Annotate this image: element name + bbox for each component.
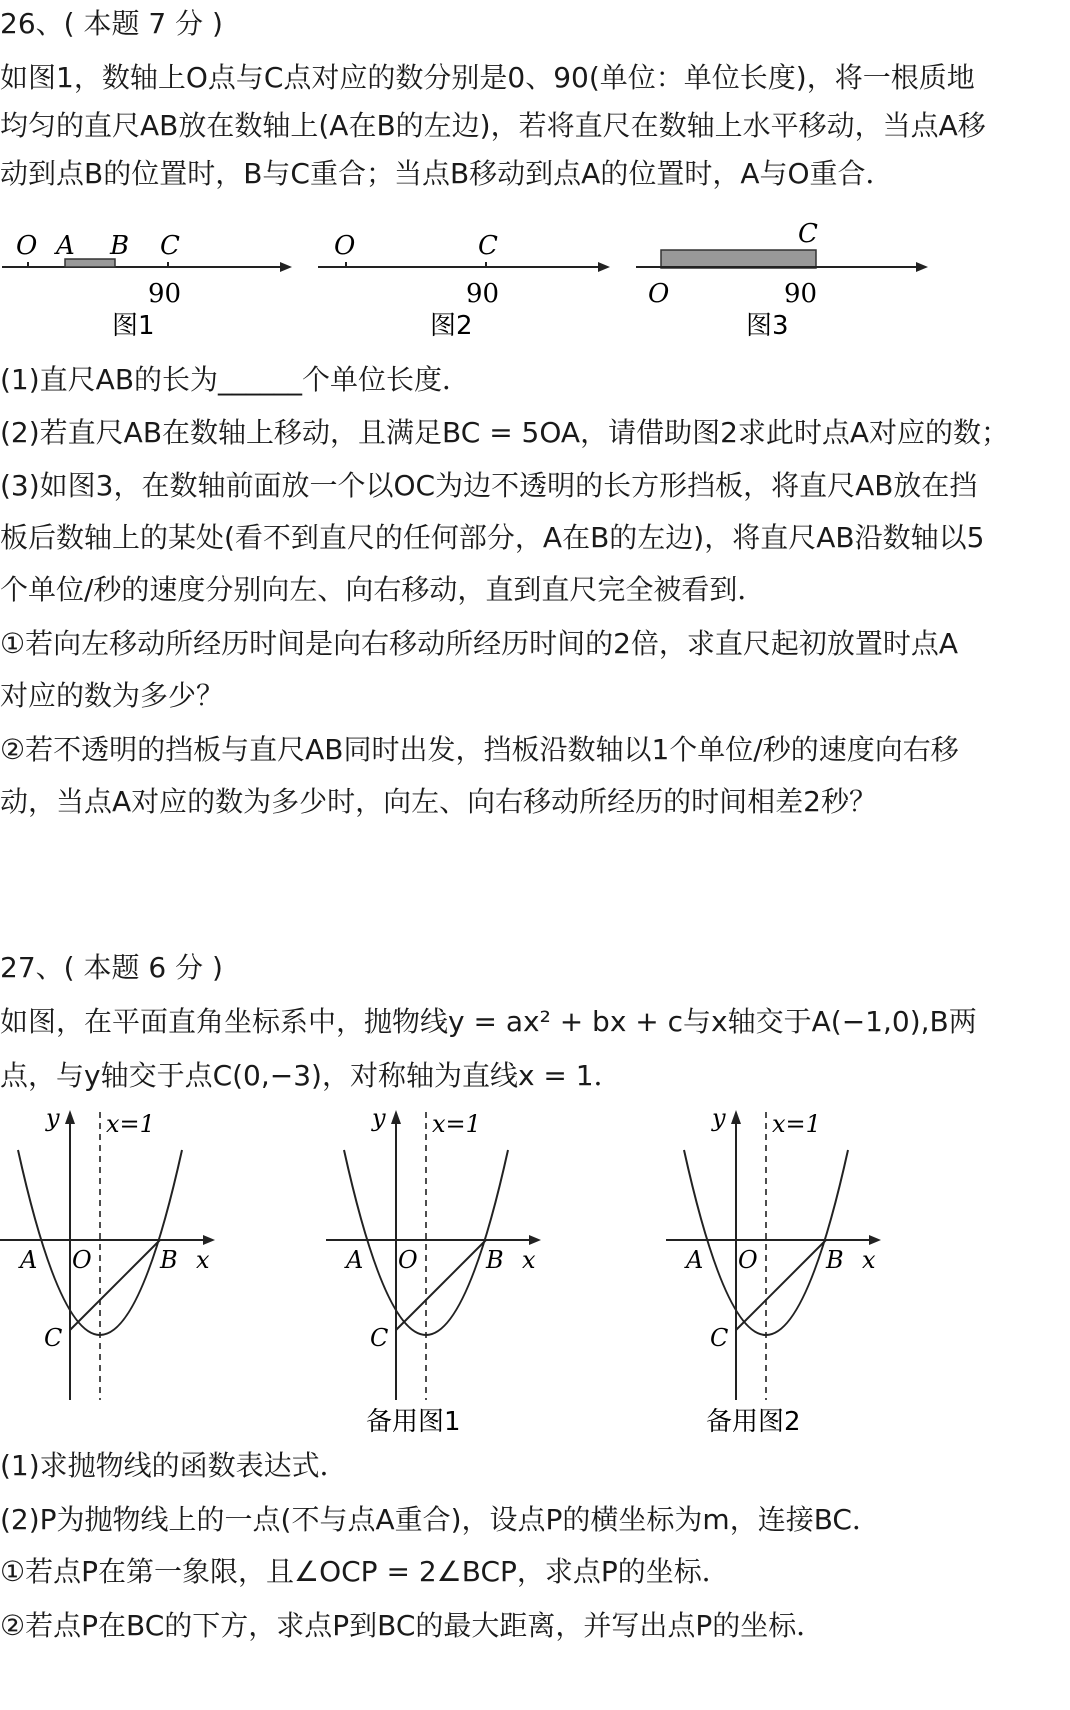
q26-figure-2	[318, 222, 618, 352]
q26-question-1: (1)直尺AB的长为______个单位长度．	[0, 363, 471, 396]
label-b: B	[160, 1246, 178, 1274]
label-o: O	[648, 279, 670, 309]
q26-question-3-line-2: 板后数轴上的某处(看不到直尺的任何部分，A在B的左边)，将直尺AB沿数轴以5	[0, 521, 985, 554]
label-o: O	[16, 231, 38, 261]
figure-caption: 图1	[112, 311, 155, 341]
q26-figure-3	[636, 210, 936, 352]
label-b: B	[110, 231, 130, 261]
label-c: C	[478, 231, 498, 261]
figure-caption: 图2	[430, 311, 473, 341]
q26-subquestion-2-line-1: ②若不透明的挡板与直尺AB同时出发，挡板沿数轴以1个单位/秒的速度向右移	[0, 733, 959, 766]
label-axis-of-symmetry: x=1	[432, 1110, 481, 1138]
label-a: A	[346, 1246, 364, 1274]
label-y: y	[46, 1104, 60, 1132]
parabola-graph-backup-2	[666, 1100, 906, 1440]
label-b: B	[486, 1246, 504, 1274]
q27-intro-line-2: 点，与y轴交于点C(0,−3)，对称轴为直线x = 1．	[0, 1059, 622, 1092]
label-a: A	[20, 1246, 38, 1274]
label-y: y	[712, 1104, 726, 1132]
label-b: B	[826, 1246, 844, 1274]
q26-subquestion-2-line-2: 动，当点A对应的数为多少时，向左、向右移动所经历的时间相差2秒？	[0, 785, 877, 818]
label-x: x	[862, 1246, 876, 1274]
label-a: A	[686, 1246, 704, 1274]
q26-intro-line-3: 动到点B的位置时，B与C重合；当点B移动到点A的位置时，A与O重合．	[0, 157, 894, 190]
q26-subquestion-1-line-1: ①若向左移动所经历时间是向右移动所经历时间的2倍，求直尺起初放置时点A	[0, 627, 959, 660]
q26-intro-line-1: 如图1，数轴上O点与C点对应的数分别是0、90(单位：单位长度)，将一根质地	[0, 61, 975, 94]
label-c: C	[798, 219, 818, 249]
label-axis-of-symmetry: x=1	[106, 1110, 155, 1138]
q26-subquestion-1-line-2: 对应的数为多少？	[0, 679, 225, 712]
label-o: O	[334, 231, 356, 261]
label-x: x	[196, 1246, 210, 1274]
label-axis-of-symmetry: x=1	[772, 1110, 821, 1138]
parabola-graph-main	[0, 1100, 240, 1410]
value-90: 90	[148, 279, 182, 309]
q26-question-3-line-1: (3)如图3，在数轴前面放一个以OC为边不透明的长方形挡板，将直尺AB放在挡	[0, 469, 978, 502]
label-o: O	[72, 1246, 92, 1274]
label-c: C	[710, 1324, 729, 1352]
label-c: C	[44, 1324, 63, 1352]
q27-heading: 27、( 本题 6 分 )	[0, 951, 223, 984]
label-y: y	[372, 1104, 386, 1132]
graph-caption: 备用图1	[366, 1407, 461, 1437]
q26-figure-1	[0, 222, 300, 352]
figure-caption: 图3	[746, 311, 789, 341]
parabola-graph-backup-1	[326, 1100, 566, 1440]
q26-heading: 26、( 本题 7 分 )	[0, 7, 223, 40]
label-c: C	[160, 231, 180, 261]
q27-subquestion-2: ②若点P在BC的下方，求点P到BC的最大距离，并写出点P的坐标．	[0, 1609, 825, 1642]
label-o: O	[398, 1246, 418, 1274]
opaque-board	[661, 250, 816, 268]
q26-question-3-line-3: 个单位/秒的速度分别向左、向右移动，直到直尺完全被看到．	[0, 573, 766, 606]
label-c: C	[370, 1324, 389, 1352]
q27-subquestion-1: ①若点P在第一象限，且∠OCP = 2∠BCP，求点P的坐标．	[0, 1555, 730, 1588]
q26-question-2: (2)若直尺AB在数轴上移动，且满足BC = 5OA，请借助图2求此时点A对应的数；	[0, 416, 1010, 449]
q27-intro-line-1: 如图，在平面直角坐标系中，抛物线y = ax² + bx + c与x轴交于A(−1,0),B两	[0, 1005, 977, 1038]
label-x: x	[522, 1246, 536, 1274]
label-o: O	[738, 1246, 758, 1274]
q27-question-2: (2)P为抛物线上的一点(不与点A重合)，设点P的横坐标为m，连接BC．	[0, 1503, 880, 1536]
graph-caption: 备用图2	[706, 1407, 801, 1437]
value-90: 90	[466, 279, 500, 309]
q27-question-1: (1)求抛物线的函数表达式．	[0, 1449, 348, 1482]
q26-intro-line-2: 均匀的直尺AB放在数轴上(A在B的左边)，若将直尺在数轴上水平移动，当点A移	[0, 109, 986, 142]
label-a: A	[56, 231, 75, 261]
value-90: 90	[784, 279, 818, 309]
